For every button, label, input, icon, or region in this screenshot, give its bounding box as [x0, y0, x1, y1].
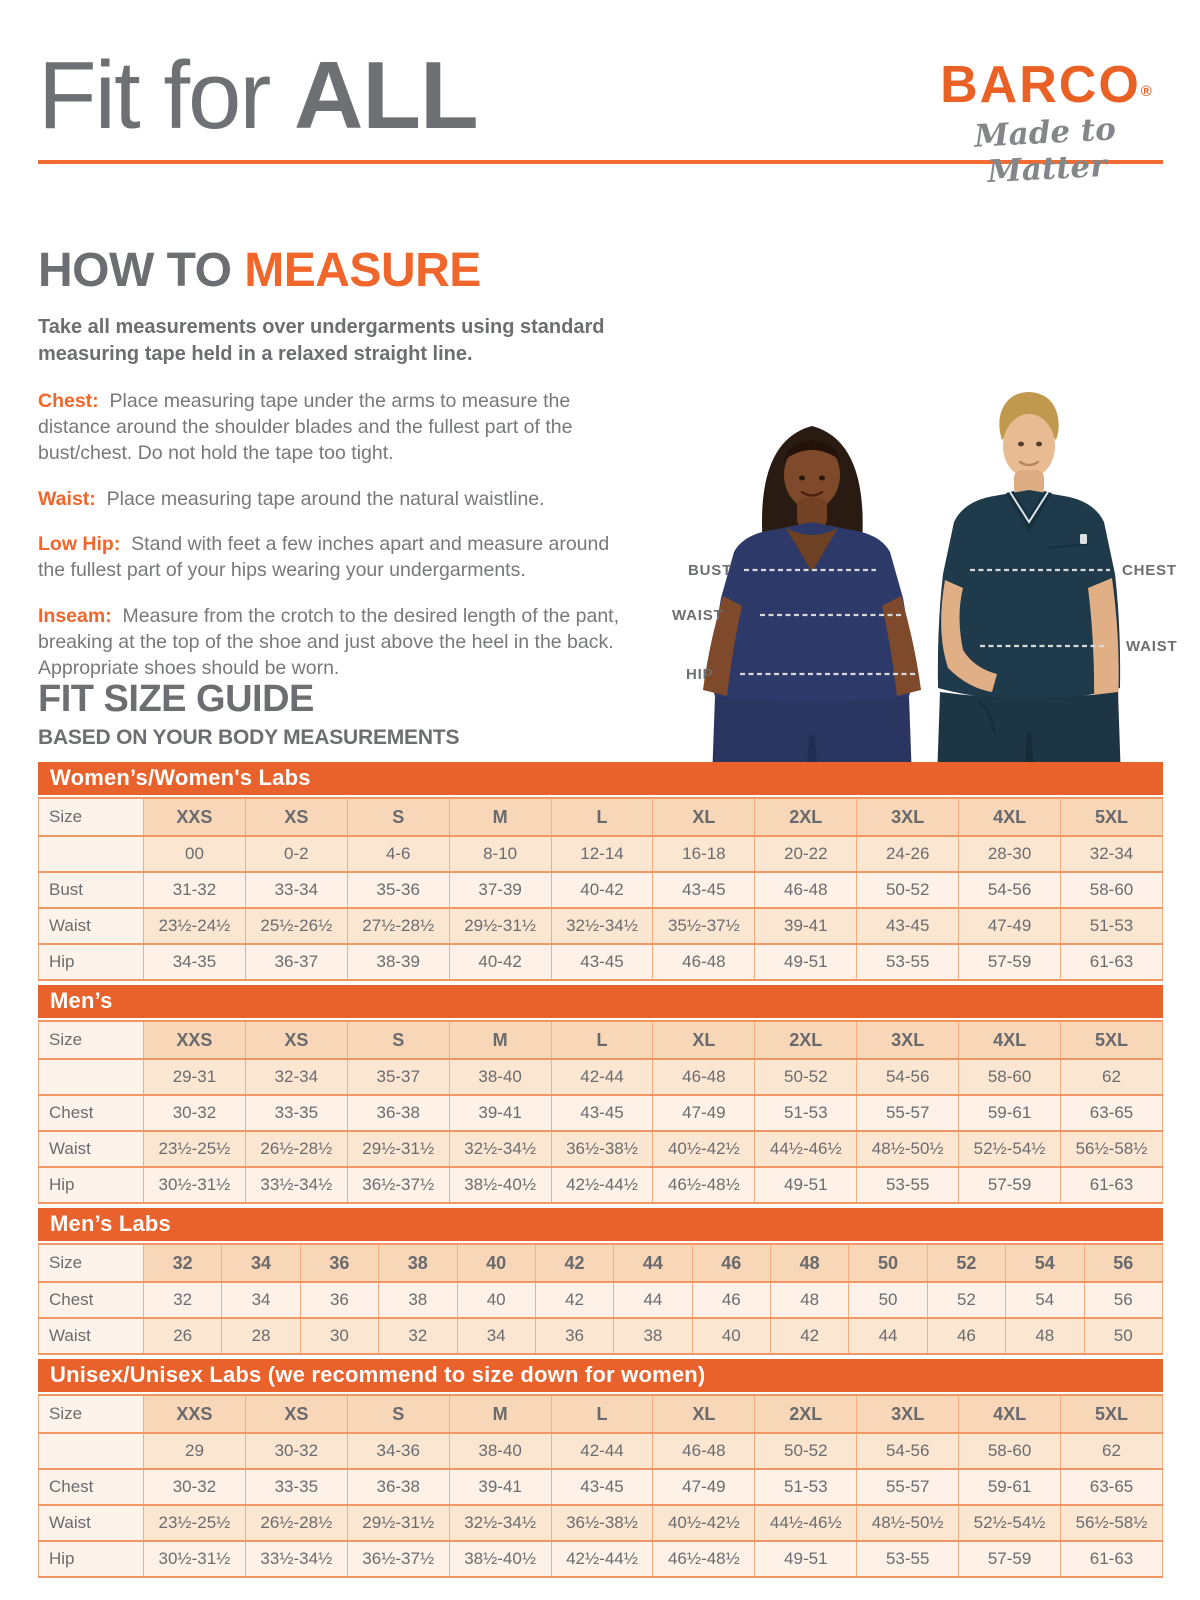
size-cell: 40-42 [551, 872, 653, 908]
masthead [38, 42, 1163, 191]
bust-label: BUST [688, 562, 733, 579]
size-cell: 62 [1061, 1433, 1163, 1469]
size-cell: 29½-31½ [347, 1131, 449, 1167]
size-cell: 36½-38½ [551, 1131, 653, 1167]
size-cell: 54-56 [857, 1433, 959, 1469]
column-header: XXS [144, 1021, 246, 1059]
size-cell: 46 [692, 1282, 770, 1318]
column-header: XL [653, 1395, 755, 1433]
size-cell: 59-61 [959, 1095, 1061, 1131]
header-row [39, 1021, 1163, 1059]
row-label: Chest [39, 1469, 144, 1505]
column-header: S [347, 1021, 449, 1059]
column-header: XS [245, 1395, 347, 1433]
row-label: Waist [39, 1131, 144, 1167]
size-cell: 33½-34½ [245, 1167, 347, 1203]
size-cell: 50-52 [755, 1059, 857, 1095]
brand-wordmark [931, 56, 1161, 117]
size-cell: 53-55 [857, 1541, 959, 1577]
size-cell: 35-37 [347, 1059, 449, 1095]
column-header: 4XL [959, 1021, 1061, 1059]
brand-logo [931, 56, 1161, 191]
size-cell: 33½-34½ [245, 1541, 347, 1577]
size-cell: 57-59 [959, 1541, 1061, 1577]
size-chart-mens [38, 1020, 1163, 1204]
size-cell: 00 [144, 836, 246, 872]
column-header: XL [653, 1021, 755, 1059]
size-chart-unisex [38, 1394, 1163, 1578]
size-cell: 47-49 [653, 1469, 755, 1505]
how-to-measure-section [38, 246, 638, 700]
size-cell: 23½-24½ [144, 908, 246, 944]
column-header: 5XL [1061, 798, 1163, 836]
page-title-bold: ALL [294, 42, 478, 149]
size-cell: 42½-44½ [551, 1541, 653, 1577]
size-cell: 12-14 [551, 836, 653, 872]
size-cell: 46-48 [653, 1433, 755, 1469]
size-cell: 26½-28½ [245, 1131, 347, 1167]
row-label-empty [39, 1059, 144, 1095]
row-label: Chest [39, 1282, 144, 1318]
column-header: 3XL [857, 798, 959, 836]
size-cell: 44½-46½ [755, 1131, 857, 1167]
size-cell: 49-51 [755, 1541, 857, 1577]
column-header: XS [245, 798, 347, 836]
size-cell: 39-41 [755, 908, 857, 944]
size-cell: 0-2 [245, 836, 347, 872]
size-cell: 29½-31½ [347, 1505, 449, 1541]
table-row-waist [39, 1131, 1163, 1167]
size-cell: 36½-37½ [347, 1541, 449, 1577]
measure-item-label: Chest: [38, 390, 99, 412]
measure-item-waist [38, 486, 638, 512]
size-cell: 33-35 [245, 1469, 347, 1505]
column-header: XL [653, 798, 755, 836]
size-cell: 46-48 [755, 872, 857, 908]
fit-size-guide-subheading: BASED ON YOUR BODY MEASUREMENTS [38, 726, 460, 749]
size-cell: 36 [300, 1282, 378, 1318]
size-cell: 8-10 [449, 836, 551, 872]
size-cell: 51-53 [755, 1095, 857, 1131]
size-cell: 40 [692, 1318, 770, 1354]
size-cell: 56½-58½ [1061, 1505, 1163, 1541]
size-label: Size [39, 1021, 144, 1059]
table-banner-mens-labs: Men’s Labs [38, 1208, 1163, 1241]
column-header: 3XL [857, 1021, 959, 1059]
size-cell: 56½-58½ [1061, 1131, 1163, 1167]
table-banner-womens: Women’s/Women's Labs [38, 762, 1163, 795]
measure-item-text: Measure from the crotch to the desired length of the pant, breaking at the top of the shoe and just above the heel in the back. Appropriate shoes should be worn. [38, 604, 619, 679]
column-header: 5XL [1061, 1021, 1163, 1059]
column-header: 52 [927, 1244, 1005, 1282]
column-header: L [551, 1021, 653, 1059]
size-cell: 39-41 [449, 1095, 551, 1131]
column-header: 4XL [959, 798, 1061, 836]
size-cell: 36 [535, 1318, 613, 1354]
size-cell: 32-34 [245, 1059, 347, 1095]
size-cell: 39-41 [449, 1469, 551, 1505]
header-row [39, 1395, 1163, 1433]
size-cell: 40½-42½ [653, 1131, 755, 1167]
size-cell: 40-42 [449, 944, 551, 980]
column-header: S [347, 798, 449, 836]
fit-size-guide-section [38, 678, 1163, 1582]
waist-right-label: WAIST [1126, 638, 1178, 655]
size-cell: 28-30 [959, 836, 1061, 872]
row-label: Hip [39, 944, 144, 980]
row-label: Chest [39, 1095, 144, 1131]
size-cell: 30-32 [245, 1433, 347, 1469]
column-header: 5XL [1061, 1395, 1163, 1433]
page-title-light: Fit for [38, 42, 295, 149]
size-cell: 61-63 [1061, 1541, 1163, 1577]
column-header: 34 [222, 1244, 300, 1282]
size-cell: 52½-54½ [959, 1131, 1061, 1167]
chest-label: CHEST [1122, 562, 1177, 579]
row-label: Waist [39, 1505, 144, 1541]
table-banner-mens: Men’s [38, 985, 1163, 1018]
table-row-chest [39, 1095, 1163, 1131]
measure-item-label: Waist: [38, 487, 96, 510]
size-cell: 51-53 [755, 1469, 857, 1505]
size-cell: 54-56 [959, 872, 1061, 908]
size-cell: 29 [144, 1433, 246, 1469]
size-cell: 38½-40½ [449, 1541, 551, 1577]
table-row-hip [39, 1167, 1163, 1203]
measure-item-low-hip [38, 531, 638, 583]
column-header: 42 [535, 1244, 613, 1282]
column-header: 4XL [959, 1395, 1061, 1433]
size-cell: 34 [222, 1282, 300, 1318]
measure-item-text: Place measuring tape around the natural waistline. [106, 487, 545, 510]
table-banner-unisex: Unisex/Unisex Labs (we recommend to size down for women) [38, 1359, 1163, 1392]
size-cell: 61-63 [1061, 1167, 1163, 1203]
size-cell: 30-32 [144, 1469, 246, 1505]
size-cell: 55-57 [857, 1095, 959, 1131]
column-header: XS [245, 1021, 347, 1059]
table-row-waist [39, 908, 1163, 944]
size-label: Size [39, 1244, 144, 1282]
size-table-unisex [38, 1359, 1163, 1578]
size-cell: 46½-48½ [653, 1167, 755, 1203]
measure-intro: Take all measurements over undergarments using standard measuring tape held in a relaxed straight line. [38, 316, 605, 365]
table-row-hip [39, 1541, 1163, 1577]
measure-item-text: Place measuring tape under the arms to measure the distance around the shoulder blades and the fullest part of the bust/chest. Do not hold the tape too tight. [38, 390, 573, 464]
size-cell: 32½-34½ [449, 1505, 551, 1541]
column-header: XXS [144, 798, 246, 836]
column-header: 48 [771, 1244, 849, 1282]
measure-item-inseam [38, 603, 638, 681]
size-cell: 43-45 [551, 944, 653, 980]
size-table-mens [38, 985, 1163, 1204]
column-header: 32 [144, 1244, 222, 1282]
size-cell: 35½-37½ [653, 908, 755, 944]
size-cell: 31-32 [144, 872, 246, 908]
how-to-measure-heading [38, 246, 638, 296]
size-chart-womens [38, 797, 1163, 981]
row-label: Waist [39, 908, 144, 944]
size-cell: 29½-31½ [449, 908, 551, 944]
column-header: 2XL [755, 798, 857, 836]
size-cell: 53-55 [857, 1167, 959, 1203]
size-cell: 46½-48½ [653, 1541, 755, 1577]
size-cell: 30½-31½ [144, 1167, 246, 1203]
size-cell: 57-59 [959, 1167, 1061, 1203]
size-cell: 23½-25½ [144, 1131, 246, 1167]
size-cell: 4-6 [347, 836, 449, 872]
hip-label: HIP [686, 666, 714, 683]
size-cell: 42 [535, 1282, 613, 1318]
size-cell: 16-18 [653, 836, 755, 872]
size-cell: 59-61 [959, 1469, 1061, 1505]
size-cell: 32½-34½ [449, 1131, 551, 1167]
size-cell: 38-39 [347, 944, 449, 980]
row-label: Hip [39, 1541, 144, 1577]
size-table-mens-labs [38, 1208, 1163, 1355]
size-cell: 51-53 [1061, 908, 1163, 944]
size-cell: 44 [849, 1318, 927, 1354]
size-cell: 46-48 [653, 944, 755, 980]
row-label-empty [39, 836, 144, 872]
size-cell: 62 [1061, 1059, 1163, 1095]
size-table-womens [38, 762, 1163, 981]
size-cell: 23½-25½ [144, 1505, 246, 1541]
waist-left-label: WAIST [672, 607, 724, 624]
column-header: 50 [849, 1244, 927, 1282]
size-cell: 26 [144, 1318, 222, 1354]
table-row-chest [39, 1469, 1163, 1505]
size-cell: 43-45 [551, 1469, 653, 1505]
heading-gray-part: HOW TO [38, 244, 245, 297]
size-cell: 42-44 [551, 1433, 653, 1469]
numeric-size-row [39, 1059, 1163, 1095]
size-cell: 47-49 [959, 908, 1061, 944]
column-header: S [347, 1395, 449, 1433]
size-cell: 55-57 [857, 1469, 959, 1505]
size-chart-mens-labs [38, 1243, 1163, 1355]
size-cell: 50 [849, 1282, 927, 1318]
column-header: 40 [457, 1244, 535, 1282]
size-cell: 32-34 [1061, 836, 1163, 872]
row-label: Waist [39, 1318, 144, 1354]
size-cell: 34 [457, 1318, 535, 1354]
size-cell: 30½-31½ [144, 1541, 246, 1577]
header-row [39, 798, 1163, 836]
size-cell: 54-56 [857, 1059, 959, 1095]
size-cell: 37-39 [449, 872, 551, 908]
size-cell: 40½-42½ [653, 1505, 755, 1541]
heading-orange-part: MEASURE [244, 244, 481, 297]
size-cell: 28 [222, 1318, 300, 1354]
measure-item-label: Inseam: [38, 604, 112, 627]
measure-item-text: Stand with feet a few inches apart and measure around the fullest part of your hips wearing your undergarments. [38, 533, 610, 581]
size-cell: 50 [1084, 1318, 1163, 1354]
size-cell: 44 [614, 1282, 692, 1318]
size-cell: 49-51 [755, 944, 857, 980]
column-header: 38 [379, 1244, 457, 1282]
size-cell: 35-36 [347, 872, 449, 908]
size-cell: 20-22 [755, 836, 857, 872]
size-cell: 25½-26½ [245, 908, 347, 944]
column-header: M [449, 798, 551, 836]
column-header: 3XL [857, 1395, 959, 1433]
size-cell: 32½-34½ [551, 908, 653, 944]
size-cell: 33-34 [245, 872, 347, 908]
size-cell: 47-49 [653, 1095, 755, 1131]
size-cell: 57-59 [959, 944, 1061, 980]
size-cell: 46-48 [653, 1059, 755, 1095]
size-cell: 26½-28½ [245, 1505, 347, 1541]
measure-item-label: Low Hip: [38, 533, 121, 555]
column-header: 36 [300, 1244, 378, 1282]
size-cell: 38½-40½ [449, 1167, 551, 1203]
size-cell: 36-38 [347, 1469, 449, 1505]
size-cell: 49-51 [755, 1167, 857, 1203]
size-cell: 34-35 [144, 944, 246, 980]
size-cell: 63-65 [1061, 1095, 1163, 1131]
size-cell: 32 [379, 1318, 457, 1354]
size-cell: 40 [457, 1282, 535, 1318]
size-cell: 53-55 [857, 944, 959, 980]
size-cell: 44½-46½ [755, 1505, 857, 1541]
brand-tagline: Made to Matter [973, 111, 1117, 191]
table-row-waist [39, 1318, 1163, 1354]
table-row-chest [39, 1282, 1163, 1318]
size-cell: 56 [1084, 1282, 1163, 1318]
brand-name: BARCO [940, 56, 1141, 114]
column-header: M [449, 1395, 551, 1433]
column-header: 54 [1006, 1244, 1084, 1282]
row-label: Bust [39, 872, 144, 908]
size-cell: 42½-44½ [551, 1167, 653, 1203]
table-row-bust [39, 872, 1163, 908]
size-cell: 29-31 [144, 1059, 246, 1095]
size-cell: 24-26 [857, 836, 959, 872]
size-cell: 58-60 [959, 1433, 1061, 1469]
size-cell: 36½-37½ [347, 1167, 449, 1203]
size-cell: 33-35 [245, 1095, 347, 1131]
numeric-size-row [39, 1433, 1163, 1469]
size-cell: 58-60 [1061, 872, 1163, 908]
size-cell: 48½-50½ [857, 1505, 959, 1541]
size-cell: 52½-54½ [959, 1505, 1061, 1541]
size-cell: 43-45 [857, 908, 959, 944]
size-cell: 48 [1006, 1318, 1084, 1354]
size-cell: 58-60 [959, 1059, 1061, 1095]
size-cell: 36½-38½ [551, 1505, 653, 1541]
size-cell: 36-37 [245, 944, 347, 980]
size-cell: 61-63 [1061, 944, 1163, 980]
size-cell: 43-45 [551, 1095, 653, 1131]
size-cell: 46 [927, 1318, 1005, 1354]
size-cell: 63-65 [1061, 1469, 1163, 1505]
size-label: Size [39, 798, 144, 836]
column-header: 2XL [755, 1395, 857, 1433]
size-cell: 38 [614, 1318, 692, 1354]
size-cell: 38-40 [449, 1433, 551, 1469]
size-cell: 50-52 [755, 1433, 857, 1469]
size-label: Size [39, 1395, 144, 1433]
row-label-empty [39, 1433, 144, 1469]
column-header: XXS [144, 1395, 246, 1433]
column-header: 2XL [755, 1021, 857, 1059]
size-cell: 48 [771, 1282, 849, 1318]
column-header: L [551, 798, 653, 836]
size-tables [38, 762, 1163, 1578]
size-cell: 50-52 [857, 872, 959, 908]
column-header: M [449, 1021, 551, 1059]
size-cell: 38 [379, 1282, 457, 1318]
column-header: L [551, 1395, 653, 1433]
size-cell: 38-40 [449, 1059, 551, 1095]
column-header: 46 [692, 1244, 770, 1282]
column-header: 56 [1084, 1244, 1163, 1282]
size-cell: 34-36 [347, 1433, 449, 1469]
size-cell: 54 [1006, 1282, 1084, 1318]
measure-item-chest [38, 388, 638, 466]
row-label: Hip [39, 1167, 144, 1203]
size-cell: 27½-28½ [347, 908, 449, 944]
size-cell: 42-44 [551, 1059, 653, 1095]
table-row-hip [39, 944, 1163, 980]
size-cell: 30-32 [144, 1095, 246, 1131]
size-cell: 52 [927, 1282, 1005, 1318]
registered-mark: ® [1140, 83, 1152, 100]
numeric-size-row [39, 836, 1163, 872]
size-cell: 36-38 [347, 1095, 449, 1131]
size-cell: 43-45 [653, 872, 755, 908]
size-cell: 30 [300, 1318, 378, 1354]
size-cell: 42 [771, 1318, 849, 1354]
fit-size-guide-heading: FIT SIZE GUIDE [38, 678, 314, 720]
size-cell: 48½-50½ [857, 1131, 959, 1167]
table-row-waist [39, 1505, 1163, 1541]
header-row [39, 1244, 1163, 1282]
size-cell: 32 [144, 1282, 222, 1318]
column-header: 44 [614, 1244, 692, 1282]
